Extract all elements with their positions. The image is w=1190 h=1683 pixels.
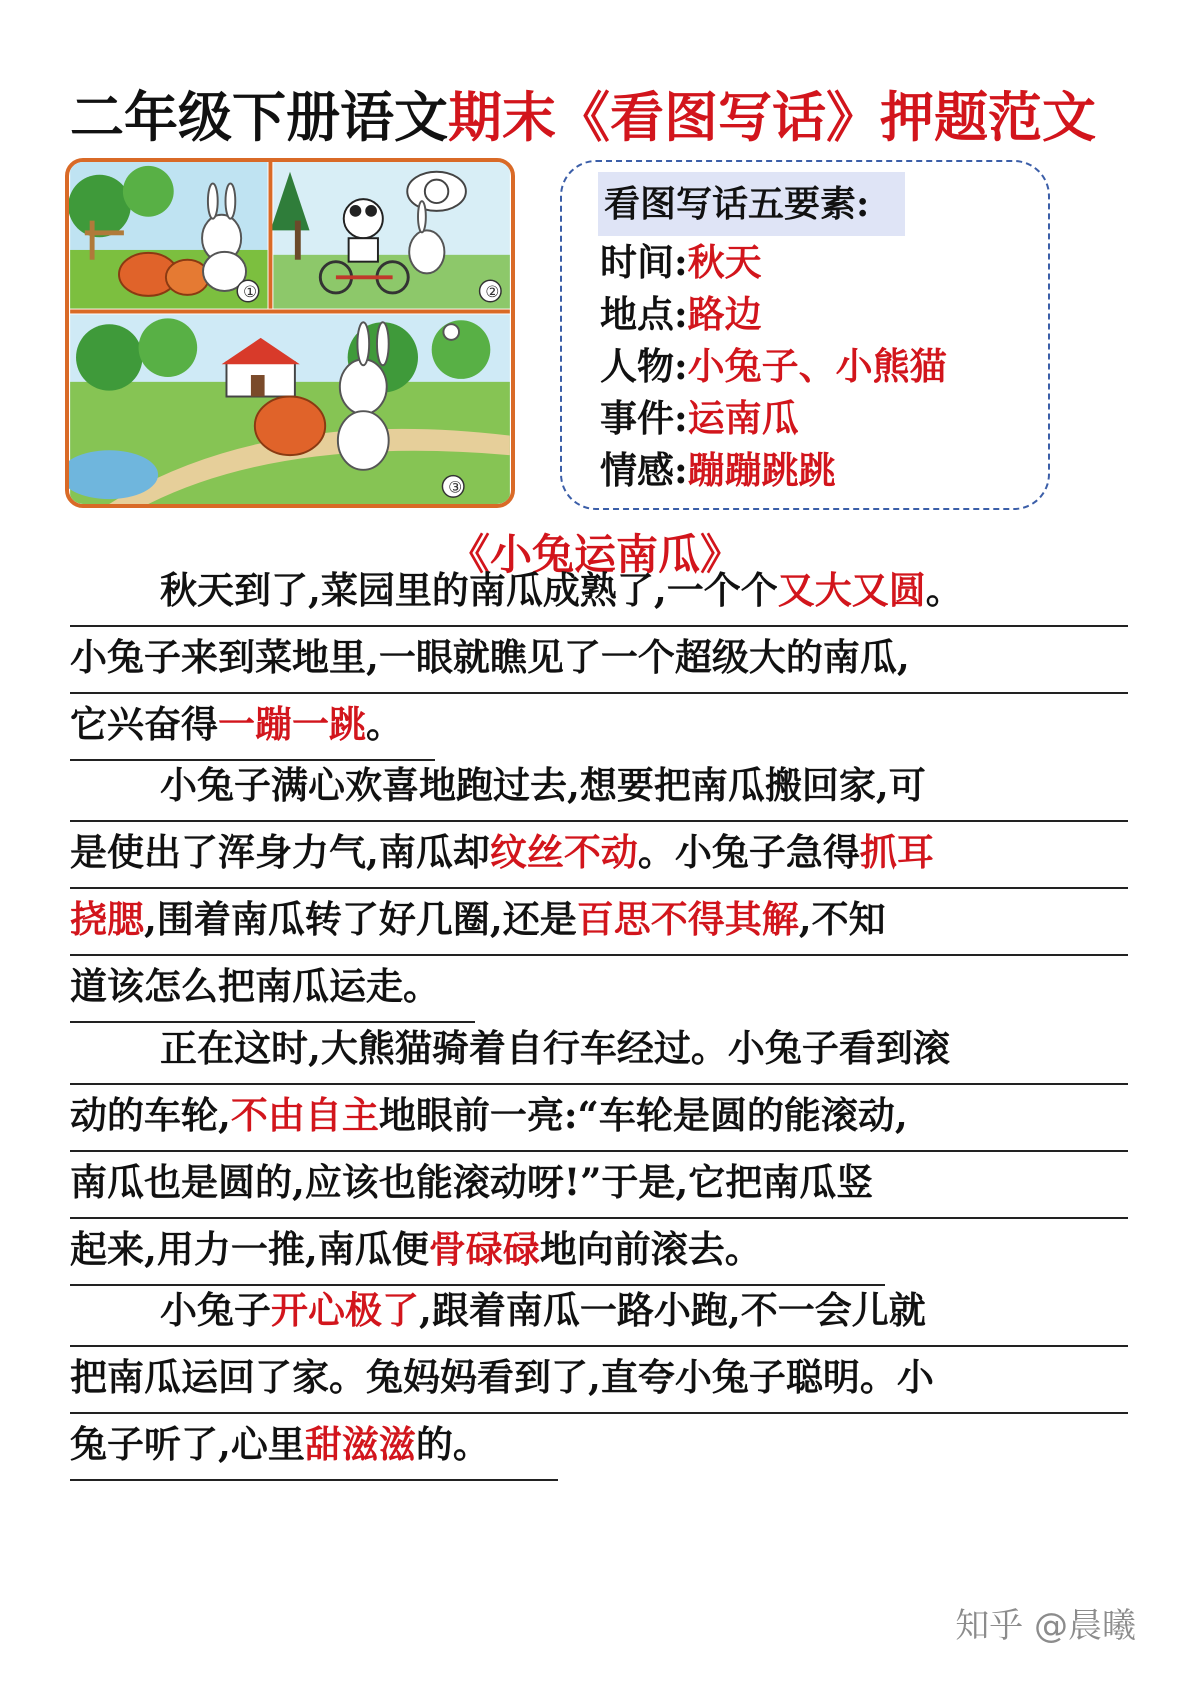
- element-row-emotion: 情感:蹦蹦跳跳: [600, 448, 836, 492]
- text-line: 秋天到了,菜园里的南瓜成熟了,一个个又大又圆。: [70, 560, 1128, 627]
- paragraph-1: [70, 560, 1128, 761]
- paragraph-3: [70, 1018, 1128, 1286]
- title-part-black: 二年级下册语文: [70, 86, 448, 149]
- watermark: 知乎 @晨曦: [955, 1606, 1136, 1646]
- highlight-phrase: 百思不得其解: [576, 897, 799, 941]
- five-elements-box: [560, 160, 1050, 510]
- highlight-phrase: 骨碌碌: [428, 1227, 540, 1271]
- title-part-red: 期末《看图写话》押题范文: [448, 86, 1096, 149]
- text-line: 是使出了浑身力气,南瓜却纹丝不动。小兔子急得抓耳: [70, 822, 1128, 889]
- panel-1-number: ①: [243, 281, 258, 301]
- panel-3: [69, 314, 510, 504]
- highlight-phrase: 又大又圆: [777, 568, 926, 612]
- element-row-place: 地点:路边: [600, 292, 762, 336]
- element-row-time: 时间:秋天: [600, 240, 762, 284]
- panel-1: [69, 162, 268, 309]
- highlight-phrase: 开心极了: [271, 1288, 419, 1332]
- five-elements-heading: 看图写话五要素:: [598, 172, 905, 236]
- text-line: 南瓜也是圆的,应该也能滚动呀!”于是,它把南瓜竖: [70, 1152, 1128, 1219]
- story-title: 《小兔运南瓜》: [447, 530, 742, 579]
- highlight-phrase: 一蹦一跳: [218, 702, 366, 746]
- highlight-phrase: 挠腮: [70, 897, 144, 941]
- text-line: 道该怎么把南瓜运走。: [70, 956, 475, 1023]
- text-line: 起来,用力一推,南瓜便骨碌碌地向前滚去。: [70, 1219, 885, 1286]
- text-line: 正在这时,大熊猫骑着自行车经过。小兔子看到滚: [70, 1018, 1128, 1085]
- text-line: 小兔子开心极了,跟着南瓜一路小跑,不一会儿就: [70, 1280, 1128, 1347]
- text-line: 小兔子来到菜地里,一眼就瞧见了一个超级大的南瓜,: [70, 627, 1128, 694]
- highlight-phrase: 不由自主: [230, 1093, 379, 1137]
- highlight-phrase: 纹丝不动: [489, 830, 638, 874]
- text-line: 把南瓜运回了家。兔妈妈看到了,直夸小兔子聪明。小: [70, 1347, 1128, 1414]
- panel-2-number: ②: [485, 281, 500, 301]
- panel-2: [270, 162, 509, 309]
- text-line: 动的车轮,不由自主地眼前一亮:“车轮是圆的能滚动,: [70, 1085, 1128, 1152]
- element-row-characters: 人物:小兔子、小熊猫: [600, 344, 947, 388]
- paragraph-2: [70, 755, 1128, 1023]
- element-row-event: 事件:运南瓜: [600, 396, 799, 440]
- scene-illustration: [69, 162, 511, 504]
- highlight-phrase: 甜滋滋: [304, 1422, 416, 1466]
- paragraph-4: [70, 1280, 1128, 1481]
- text-line: 小兔子满心欢喜地跑过去,想要把南瓜搬回家,可: [70, 755, 1128, 822]
- page-title: [70, 78, 1150, 158]
- panel-3-number: ③: [448, 477, 463, 497]
- text-line: 兔子听了,心里甜滋滋的。: [70, 1414, 558, 1481]
- picture-panels: [65, 158, 515, 508]
- text-line: 挠腮,围着南瓜转了好几圈,还是百思不得其解,不知: [70, 889, 1128, 956]
- text-line: 它兴奋得一蹦一跳。: [70, 694, 435, 761]
- highlight-phrase: 抓耳: [859, 830, 934, 874]
